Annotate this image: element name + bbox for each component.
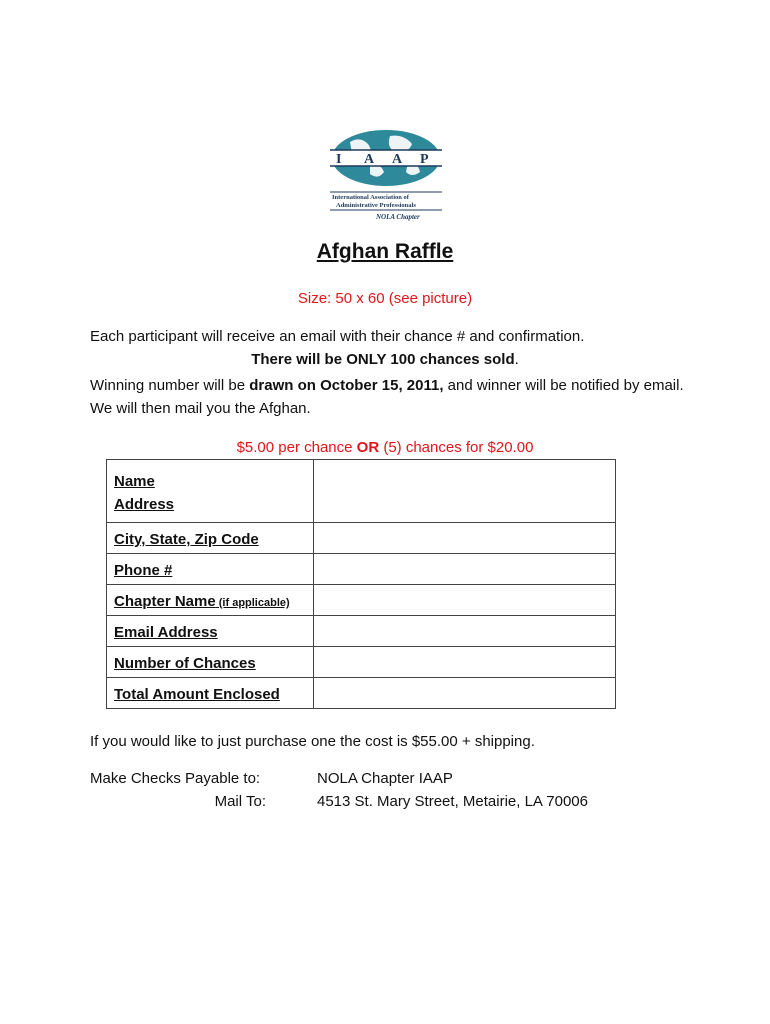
form-field-email[interactable] [314,616,616,647]
winning-post: and winner will be notified by email. We will then mail you the Afghan. [90,377,684,417]
winning-info [90,374,690,420]
mail-value: 4513 St. Mary Street, Metairie, LA 70006 [317,793,588,810]
winning-date: drawn on October 15, 2011, [249,377,444,394]
form-label-email: Email Address [107,616,314,647]
chances-limit-bold: There will be ONLY 100 chances sold [251,351,515,368]
form-row [107,678,616,709]
checks-label: Make Checks Payable to: [90,770,261,787]
winning-pre: Winning number will be [90,377,250,394]
form-field-city[interactable] [314,523,616,554]
form-field-name-address[interactable] [314,460,616,523]
mail-label: Mail To: [214,793,266,810]
form-label-name-address: Name Address [107,460,314,523]
form-field-chances[interactable] [314,647,616,678]
form-label-total: Total Amount Enclosed [107,678,314,709]
logo-letter: A [392,152,403,167]
form-label-city: City, State, Zip Code [107,523,314,554]
price-single: $5.00 per chance [236,439,357,456]
form-field-total[interactable] [314,678,616,709]
chances-limit-end: . [514,351,519,368]
form-label-chapter-note: (if applicable) [215,597,290,609]
form-row [107,460,616,523]
iaap-logo [330,128,442,224]
form-row [107,647,616,678]
form-label-chances: Number of Chances [107,647,314,678]
page-title: Afghan Raffle [316,240,454,263]
logo-letter: A [364,152,375,167]
logo-line2: Administrative Professionals [336,202,416,209]
form-row [107,585,616,616]
logo-letter: I [336,152,342,167]
participant-info: Each participant will receive an email with their chance # and confirmation. [90,328,585,345]
chances-limit [0,351,770,368]
logo-letter: P [420,152,429,167]
raffle-form-table [106,459,616,709]
logo-line3: NOLA Chapter [376,213,420,221]
checks-value: NOLA Chapter IAAP [317,770,453,787]
form-field-phone[interactable] [314,554,616,585]
price-bundle: (5) chances for $20.00 [379,439,534,456]
price-line [0,439,770,456]
form-label-phone: Phone # [107,554,314,585]
purchase-note: If you would like to just purchase one the cost is $55.00 + shipping. [90,733,535,750]
size-line: Size: 50 x 60 (see picture) [297,290,473,307]
form-row [107,554,616,585]
form-label-chapter: Chapter Name (if applicable) [107,585,314,616]
form-field-chapter[interactable] [314,585,616,616]
form-row [107,523,616,554]
logo-line1: International Association of [332,194,409,201]
price-or: OR [356,439,380,456]
form-row [107,616,616,647]
